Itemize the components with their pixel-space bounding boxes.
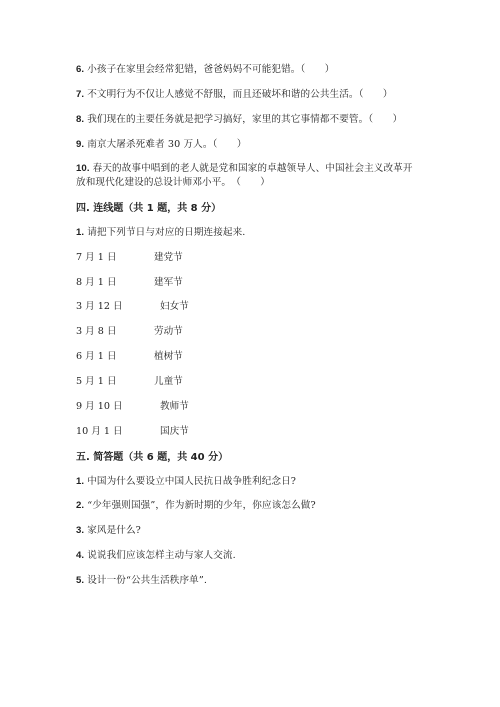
festival-item: 教师节 bbox=[160, 401, 189, 412]
question-number: 1. bbox=[76, 476, 85, 487]
date-item: 3 月 8 日 bbox=[76, 326, 117, 337]
question-number: 7. bbox=[76, 89, 85, 100]
question-number: 2. bbox=[76, 500, 85, 511]
festival-item: 植树节 bbox=[154, 351, 183, 362]
festival-item: 建军节 bbox=[154, 277, 183, 288]
judgment-item-9 bbox=[76, 136, 247, 150]
judgment-item-7 bbox=[76, 86, 393, 100]
festival-item: 儿童节 bbox=[154, 376, 183, 387]
question-number: 1. bbox=[76, 227, 85, 238]
question-text: 放和现代化建设的总设计师邓小平。 （ ） bbox=[76, 177, 270, 188]
date-item: 6 月 1 日 bbox=[76, 351, 117, 362]
question-text: 中国为什么要设立中国人民抗日战争胜利纪念日? bbox=[87, 476, 297, 487]
date-item: 10 月 1 日 bbox=[76, 426, 123, 437]
festival-item: 妇女节 bbox=[160, 301, 189, 312]
question-text: 我们现在的主要任务就是把学习搞好，家里的其它事情都不要管。（ ） bbox=[87, 114, 403, 125]
date-item: 9 月 10 日 bbox=[76, 401, 123, 412]
date-item: 5 月 1 日 bbox=[76, 376, 117, 387]
festival-item: 国庆节 bbox=[160, 426, 189, 437]
judgment-item-6 bbox=[76, 61, 334, 75]
question-number: 9. bbox=[76, 139, 85, 150]
question-text: 春天的故事中唱到的老人就是党和国家的卓越领导人、中国社会主义改革开 bbox=[92, 163, 413, 174]
judgment-item-10 bbox=[76, 160, 413, 174]
judgment-item-8 bbox=[76, 111, 402, 125]
matching-question bbox=[76, 224, 245, 238]
short-answer-item-1 bbox=[76, 473, 296, 487]
question-text: 南京大屠杀死难者 30 万人。（ ） bbox=[87, 139, 247, 150]
short-answer-item-2 bbox=[76, 497, 316, 511]
date-item: 8 月 1 日 bbox=[76, 277, 117, 288]
question-number: 6. bbox=[76, 64, 85, 75]
judgment-item-10-continued bbox=[76, 174, 270, 188]
question-number: 10. bbox=[76, 163, 90, 174]
short-answer-item-3 bbox=[76, 522, 141, 536]
question-text: 小孩子在家里会经常犯错，爸爸妈妈不可能犯错。（ ） bbox=[87, 64, 335, 75]
question-text: 设计一份“公共生活秩序单”. bbox=[87, 575, 207, 586]
section-title-short-answer: 五. 简答题（共 6 题，共 40 分） bbox=[76, 452, 229, 463]
short-answer-item-5 bbox=[76, 572, 207, 586]
question-text: “少年强则国强”，作为新时期的少年，你应该怎么做? bbox=[87, 500, 316, 511]
question-text: 不文明行为不仅让人感觉不舒服，而且还破坏和谐的公共生活。（ ） bbox=[87, 89, 393, 100]
date-item: 7 月 1 日 bbox=[76, 252, 117, 263]
question-number: 8. bbox=[76, 114, 85, 125]
question-number: 5. bbox=[76, 575, 85, 586]
festival-item: 建党节 bbox=[154, 252, 183, 263]
question-text: 家风是什么? bbox=[87, 525, 141, 536]
festival-item: 劳动节 bbox=[154, 326, 183, 337]
date-item: 3 月 12 日 bbox=[76, 301, 123, 312]
question-text: 请把下列节日与对应的日期连接起来. bbox=[87, 227, 246, 238]
short-answer-item-4 bbox=[76, 547, 236, 561]
question-number: 3. bbox=[76, 525, 85, 536]
question-number: 4. bbox=[76, 550, 85, 561]
question-text: 说说我们应该怎样主动与家人交流. bbox=[87, 550, 236, 561]
section-title-matching: 四. 连线题（共 1 题，共 8 分） bbox=[76, 203, 222, 214]
